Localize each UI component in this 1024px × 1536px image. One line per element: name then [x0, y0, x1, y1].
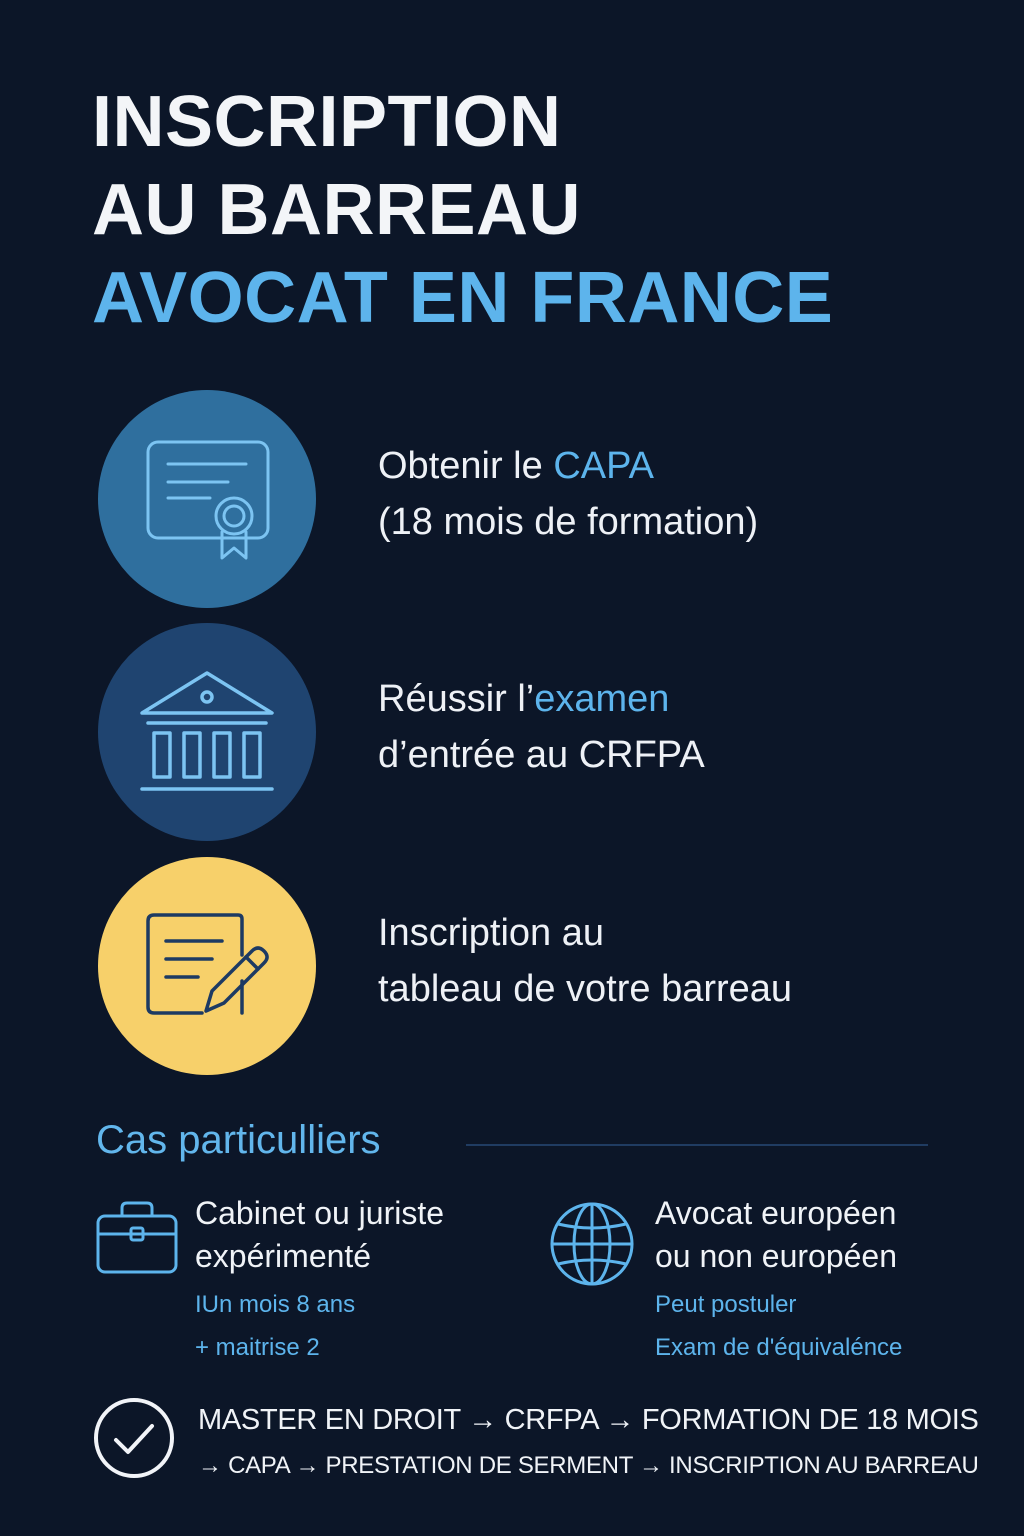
title-line-1: INSCRIPTION — [92, 82, 562, 162]
case-1-title-line-2: expérimenté — [195, 1238, 372, 1274]
title-line-2: AU BARREAU — [92, 170, 581, 250]
step-1-text — [378, 438, 758, 550]
briefcase-icon — [96, 1200, 178, 1276]
case-1-detail-2: + maitrise 2 — [195, 1334, 320, 1361]
case-2-title-line-1: Avocat européen — [655, 1195, 897, 1231]
section-divider — [466, 1144, 928, 1146]
step-2-label: Réussir l’ — [378, 678, 535, 720]
case-2-detail-2: Exam de d'équivalénce — [655, 1334, 903, 1361]
step-capa — [98, 390, 958, 608]
courthouse-icon — [132, 667, 282, 797]
step-1-accent: CAPA — [553, 445, 654, 487]
case-experienced — [96, 1192, 516, 1372]
step-1-label: Obtenir le — [378, 445, 554, 487]
check-circle-icon — [92, 1396, 176, 1480]
case-2-detail-1: Peut postuler — [655, 1291, 797, 1318]
special-cases-heading: Cas particulliers — [96, 1118, 381, 1162]
step-1-detail: (18 mois de formation) — [378, 501, 759, 543]
case-1-title — [195, 1192, 444, 1278]
document-edit-icon — [142, 911, 272, 1021]
title-line-3: AVOCAT EN FRANCE — [92, 258, 834, 338]
pathway-line-2: → CAPA → PRESTATION DE SERMENT → INSCRIPTION AU BARREAU — [198, 1452, 979, 1479]
step-registration — [98, 857, 958, 1075]
pathway-line-1: MASTER EN DROIT → CRFPA → FORMATION DE 18 MOIS — [198, 1404, 979, 1436]
step-3-circle — [98, 857, 316, 1075]
step-2-text — [378, 671, 705, 783]
step-1-circle — [98, 390, 316, 608]
case-1-detail-1: IUn mois 8 ans — [195, 1291, 356, 1318]
step-2-detail: d’entrée au CRFPA — [378, 734, 705, 776]
case-2-title — [655, 1192, 897, 1278]
case-1-title-line-1: Cabinet ou juriste — [195, 1195, 445, 1231]
step-3-label: Inscription au — [378, 912, 605, 954]
case-2-title-line-2: ou non européen — [655, 1238, 897, 1274]
globe-icon — [548, 1200, 636, 1288]
step-2-circle — [98, 623, 316, 841]
pathway-summary — [92, 1396, 979, 1486]
certificate-icon — [142, 434, 272, 564]
step-2-accent: examen — [534, 678, 670, 720]
step-3-text — [378, 905, 792, 1017]
page-title — [92, 78, 833, 342]
step-3-detail: tableau de votre barreau — [378, 968, 793, 1010]
step-exam — [98, 623, 958, 841]
case-foreign-lawyer — [548, 1192, 948, 1372]
